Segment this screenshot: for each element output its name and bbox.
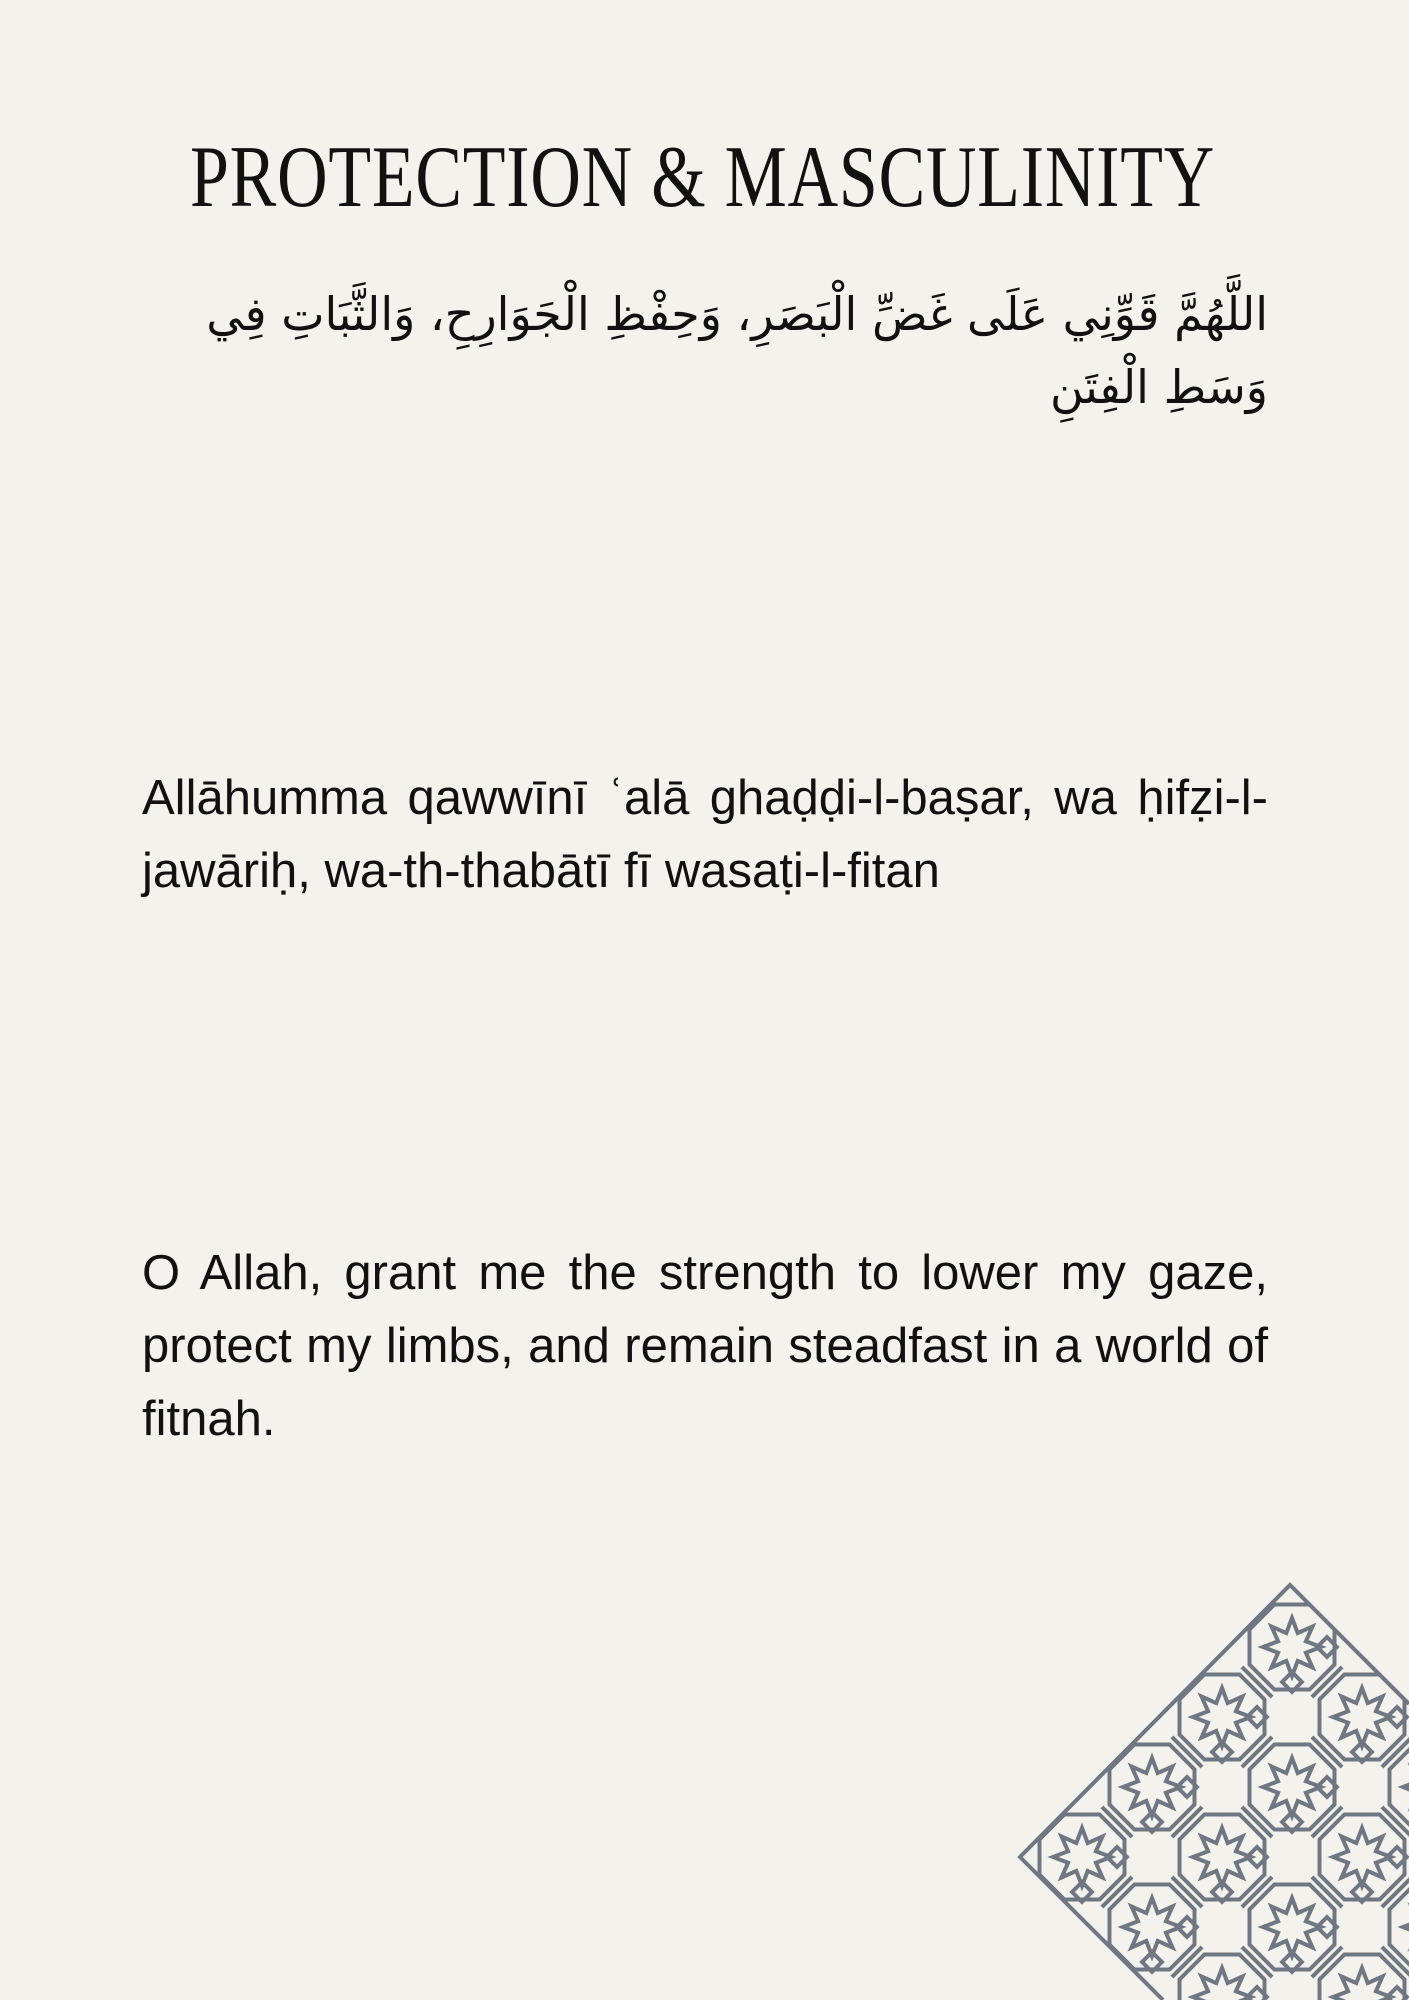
title-text: PROTECTION & MASCULINITY bbox=[190, 129, 1215, 226]
transliteration: Allāhumma qawwīnī ʿalā ghaḍḍi-l-baṣar, wa ḥifẓi-l-jawāriḥ, wa-th-thabātī fī wasaṭi-l-fitan bbox=[142, 771, 1268, 898]
arabic-dua: اللَّهُمَّ قَوِّنِي عَلَى غَضِّ الْبَصَرِ، وَحِفْظِ الْجَوَارِحِ، وَالثَّبَاتِ فِي وَسَطِ الْفِتَنِ bbox=[206, 287, 1268, 414]
translation: O Allah, grant me the strength to lower my gaze, protect my limbs, and remain steadfast in a world of fitnah. bbox=[142, 1246, 1268, 1446]
